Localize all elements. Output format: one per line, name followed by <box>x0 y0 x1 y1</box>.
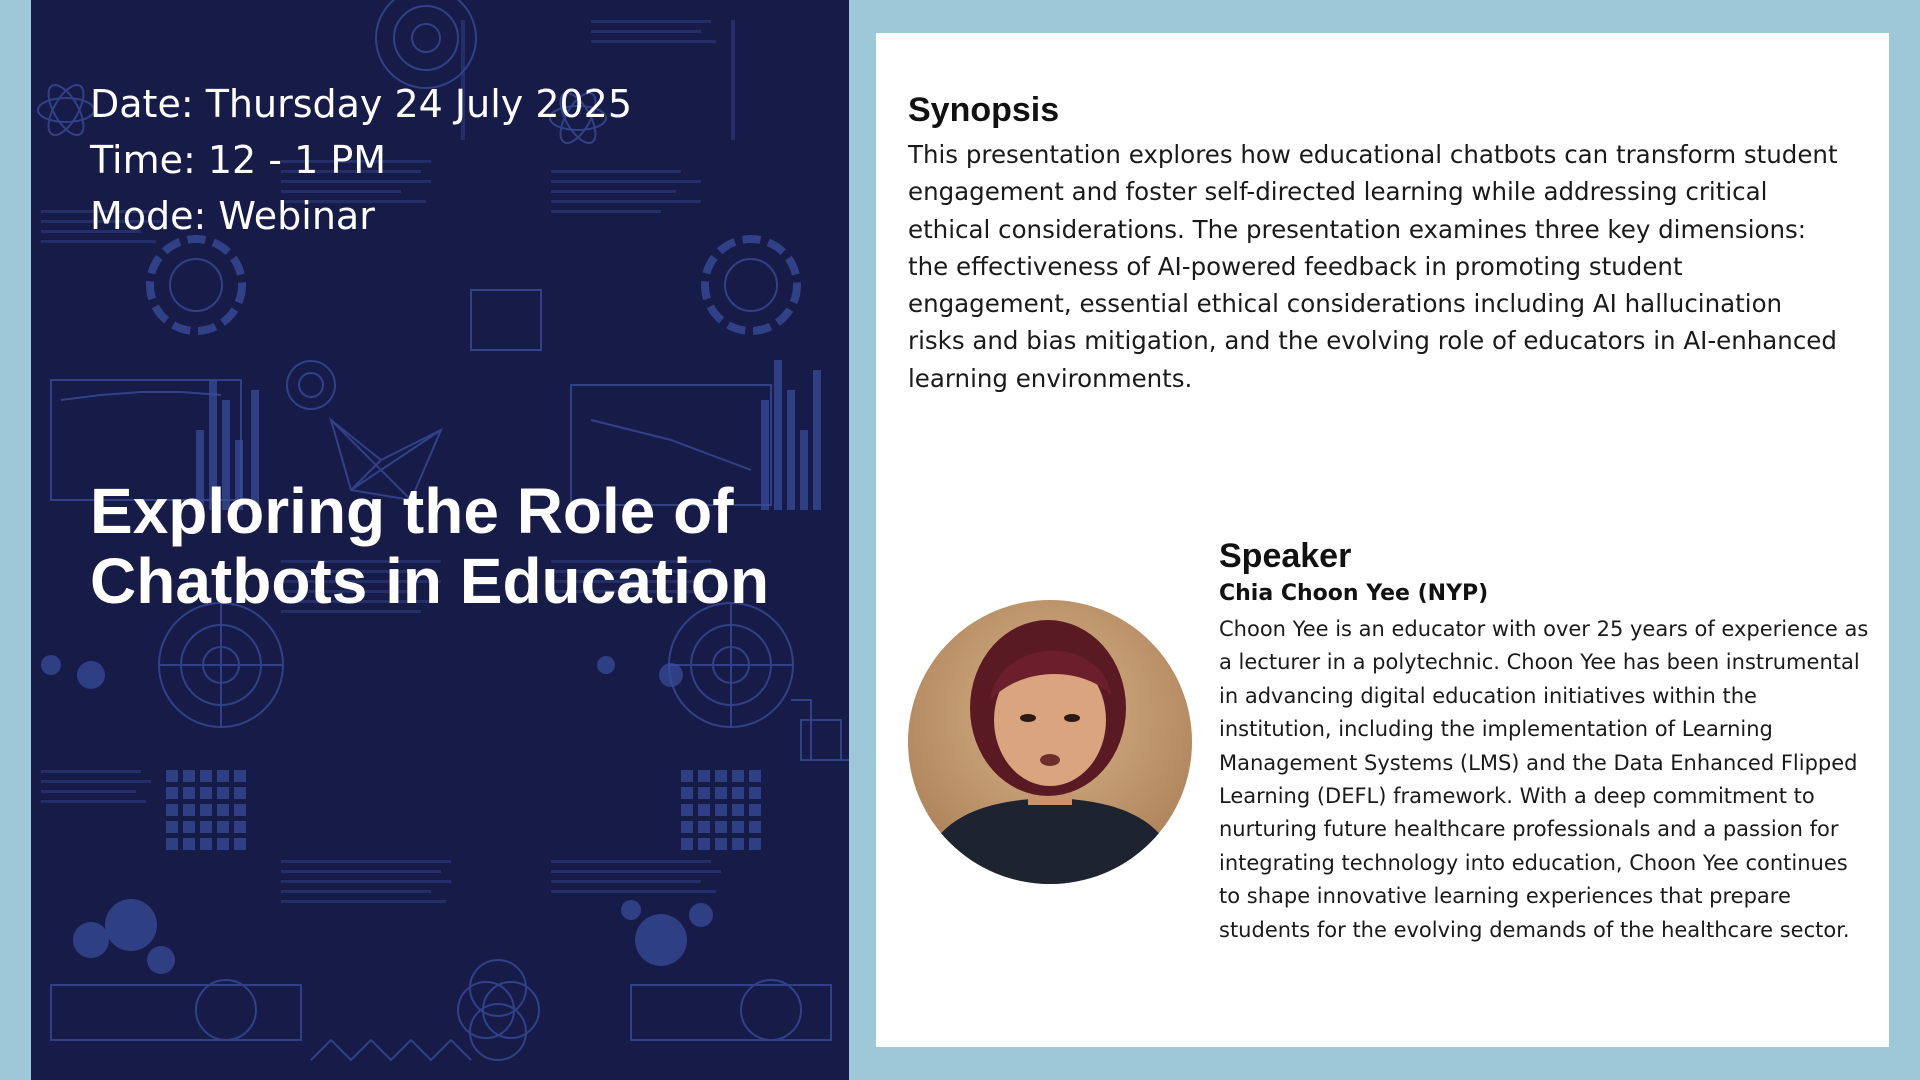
speaker-photo <box>908 600 1192 884</box>
event-title <box>90 476 849 616</box>
event-details <box>90 76 632 244</box>
event-banner-panel <box>31 0 849 1080</box>
synopsis-body: This presentation explores how educational chatbots can transform student engagement and foster self-directed learning while addressing critical ethical considerations. The presentation examines three key dimensions: the effectiveness of AI-powered feedback in promoting student engagement, essential ethical considerations including AI hallucination risks and bias mitigation, and the evolving role of educators in AI-enhanced learning environments. <box>908 140 1838 393</box>
speaker-heading: Speaker <box>1219 537 1352 575</box>
details-card <box>876 33 1889 1047</box>
synopsis-heading: Synopsis <box>908 91 1060 129</box>
event-time: Time: 12 - 1 PM <box>90 138 387 182</box>
event-title-line-1: Exploring the Role of <box>90 475 734 547</box>
event-mode: Mode: Webinar <box>90 194 375 238</box>
event-date: Date: Thursday 24 July 2025 <box>90 82 633 126</box>
event-title-line-2: Chatbots in Education <box>90 545 770 617</box>
speaker-name: Chia Choon Yee (NYP) <box>1219 581 1489 606</box>
speaker-bio: Choon Yee is an educator with over 25 years of experience as a lecturer in a polytechnic. Choon Yee has been instrumental in advancing digital education initiatives within the institution, including the implementation of Learning Management Systems (LMS) and the Data Enhanced Flipped Learning (DEFL) framework. With a deep commitment to nurturing future healthcare professionals and a passion for integrating technology into education, Choon Yee continues to shape innovative learning experiences that prepare students for the evolving demands of the healthcare sector. <box>1219 617 1869 942</box>
